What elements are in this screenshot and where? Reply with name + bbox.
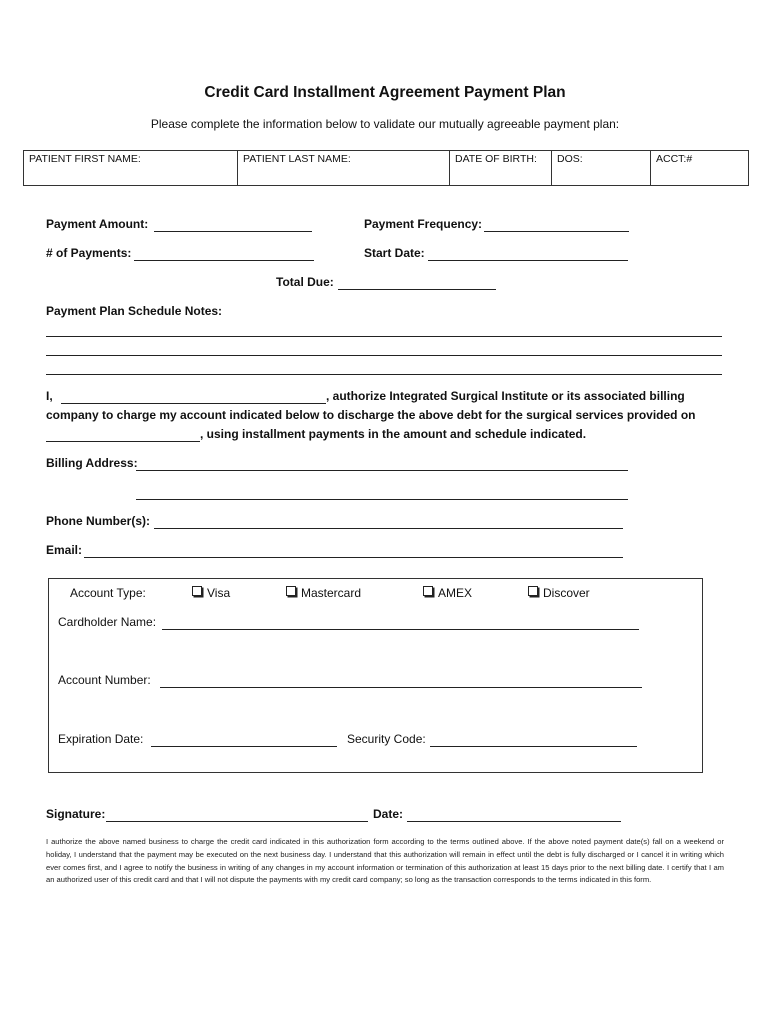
signature-date-label: Date: [373, 807, 404, 821]
billing-address-field[interactable] [136, 458, 628, 471]
total-due-field[interactable] [338, 277, 496, 290]
discover-label: Discover [543, 586, 590, 600]
email-label: Email: [46, 543, 83, 557]
visa-checkbox[interactable] [192, 586, 202, 596]
security-code-label: Security Code: [347, 732, 426, 746]
date-of-birth-field[interactable]: DATE OF BIRTH: [450, 151, 552, 186]
authorization-text: , authorize Integrated Surgical Institute or its associated billing [326, 389, 685, 403]
authorization-disclaimer: I authorize the above named business to charge the credit card indicated in this authorization form according to the terms outlined above. If the above noted payment date(s) fall on a weekend or holiday, I understand that the payment may be executed on the next business day. I understand that this authorization will remain in effect until the debt is fully discharged or I cancel it in writing which ever comes first, and I agree to notify the business in writing of any changes in my account information or termination of this authorization at least 15 days prior to the next billing date. I certify that I am an authorized user of this credit card and that I will not dispute the payments with my credit card company; so long as the transaction corresponds to the terms indicated in this form. [46, 837, 724, 885]
signature-date-field[interactable] [407, 809, 621, 822]
services-date-field[interactable] [46, 429, 200, 442]
account-number-field[interactable] [160, 675, 642, 688]
discover-checkbox[interactable] [528, 586, 538, 596]
payment-amount-field[interactable] [154, 219, 312, 232]
authorization-text: , using installment payments in the amount and schedule indicated. [200, 427, 587, 441]
mastercard-checkbox[interactable] [286, 586, 296, 596]
email-field[interactable] [84, 545, 623, 558]
phone-field[interactable] [154, 516, 623, 529]
billing-address-line2-field[interactable] [136, 487, 628, 500]
start-date-label: Start Date: [364, 246, 425, 260]
payment-amount-label: Payment Amount: [46, 217, 149, 231]
patient-last-name-field[interactable]: PATIENT LAST NAME: [238, 151, 450, 186]
visa-label: Visa [207, 586, 231, 600]
mastercard-option[interactable] [286, 586, 361, 600]
cardholder-label: Cardholder Name: [58, 615, 157, 629]
phone-label: Phone Number(s): [46, 514, 151, 528]
amex-label: AMEX [438, 586, 473, 600]
authorization-i-label: I, [46, 389, 53, 403]
billing-address-label: Billing Address: [46, 456, 138, 470]
account-number-label: Account Number: [58, 673, 151, 687]
amex-option[interactable] [423, 586, 472, 600]
payment-frequency-label: Payment Frequency: [364, 217, 483, 231]
authorization-text: company to charge my account indicated below to discharge the above debt for the surgical services provided on [46, 408, 696, 422]
amex-checkbox[interactable] [423, 586, 433, 596]
account-type-label: Account Type: [70, 586, 146, 600]
expiration-field[interactable] [151, 734, 337, 747]
signature-field[interactable] [106, 809, 368, 822]
patient-first-name-field[interactable]: PATIENT FIRST NAME: [24, 151, 238, 186]
mastercard-label: Mastercard [301, 586, 362, 600]
expiration-label: Expiration Date: [58, 732, 144, 746]
payment-frequency-field[interactable] [484, 219, 629, 232]
schedule-notes-line[interactable] [46, 362, 722, 375]
security-code-field[interactable] [430, 734, 637, 747]
schedule-notes-label: Payment Plan Schedule Notes: [46, 304, 223, 318]
acct-field[interactable]: ACCT:# [651, 151, 749, 186]
visa-option[interactable] [192, 586, 230, 600]
discover-option[interactable] [528, 586, 590, 600]
page-subtitle: Please complete the information below to validate our mutually agreeable payment plan: [150, 117, 620, 131]
patient-info-table [23, 150, 749, 186]
num-payments-field[interactable] [134, 248, 314, 261]
authorizing-name-field[interactable] [61, 391, 326, 404]
start-date-field[interactable] [428, 248, 628, 261]
page-title: Credit Card Installment Agreement Payment Plan [204, 84, 566, 101]
total-due-label: Total Due: [276, 275, 334, 289]
schedule-notes-line[interactable] [46, 343, 722, 356]
cardholder-field[interactable] [162, 617, 639, 630]
signature-label: Signature: [46, 807, 106, 821]
dos-field[interactable]: DOS: [552, 151, 651, 186]
schedule-notes-line[interactable] [46, 324, 722, 337]
num-payments-label: # of Payments: [46, 246, 132, 260]
